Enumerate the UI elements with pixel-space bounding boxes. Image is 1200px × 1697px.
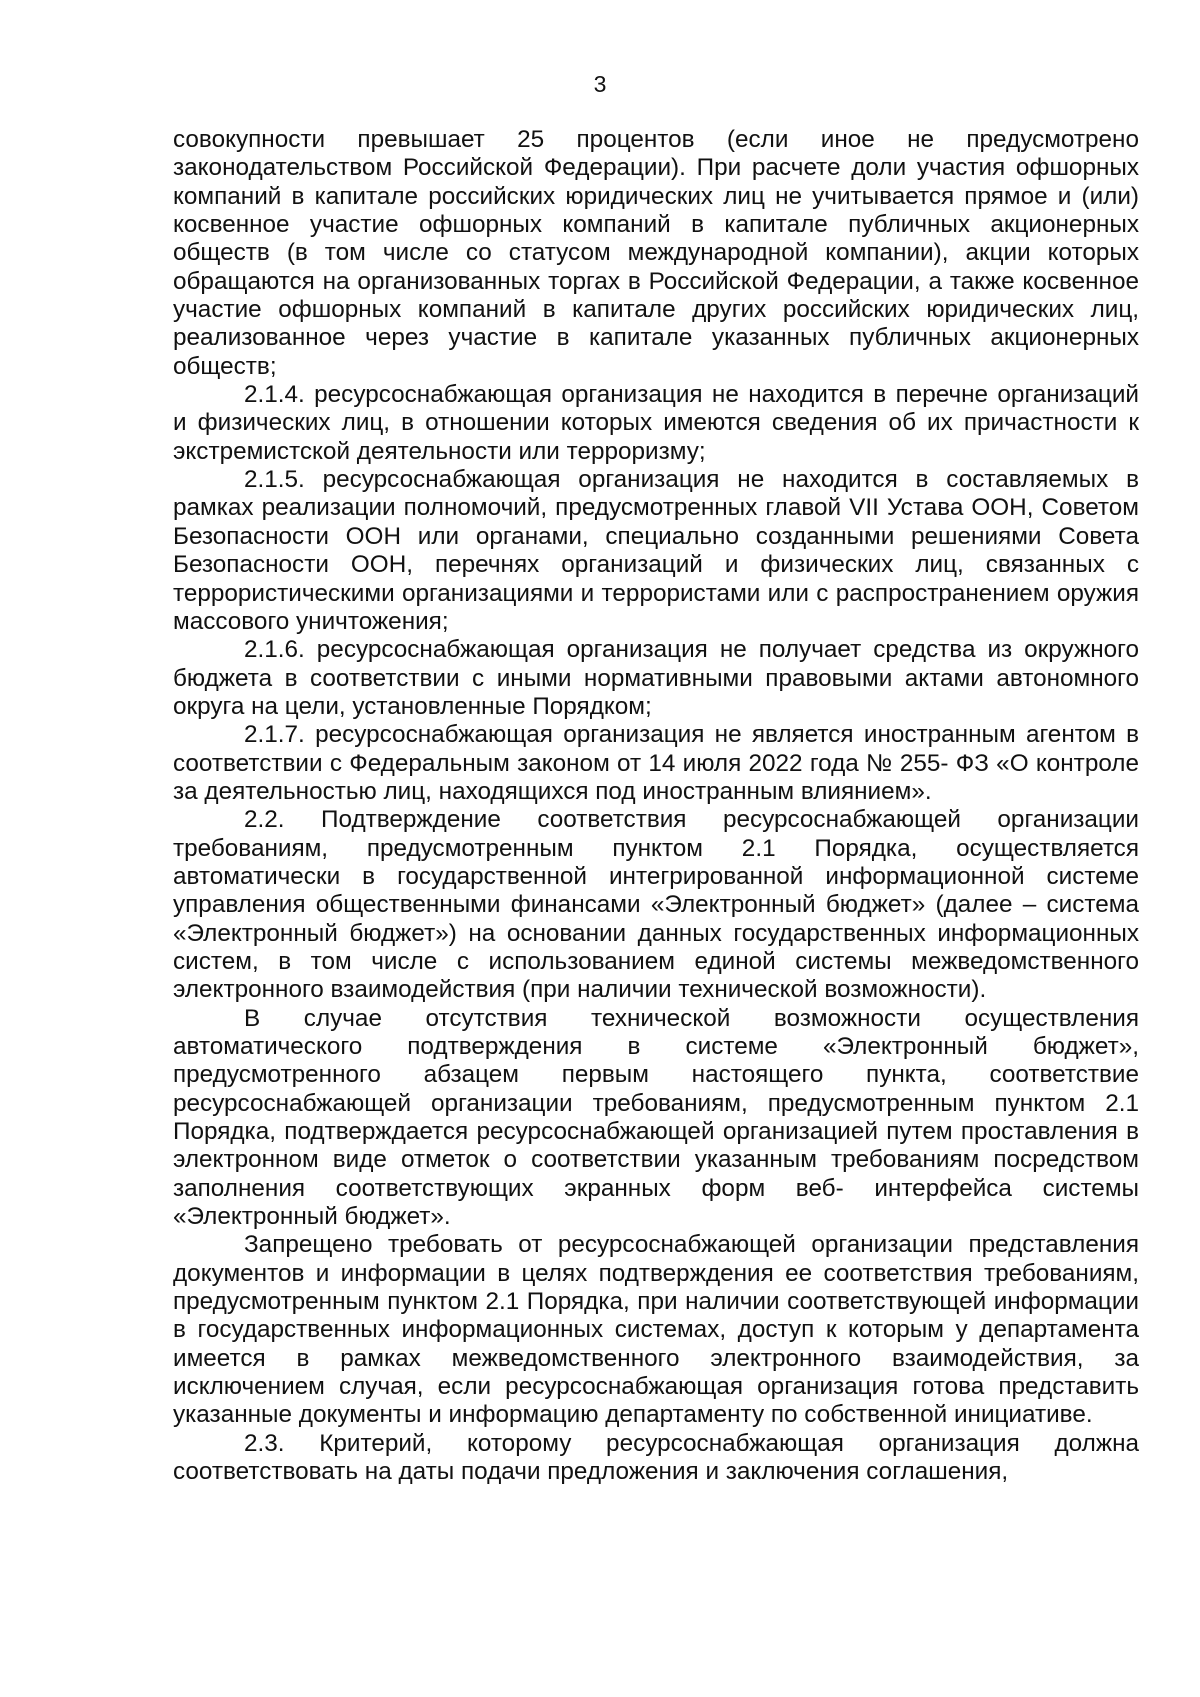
document-body (173, 126, 1139, 1487)
paragraph-2-1-6: 2.1.6. ресурсоснабжающая организация не получает средства из окружного бюджета в соответствии с иными нормативными правовыми актами автономного округа на цели, установленные Порядком; (173, 636, 1139, 720)
paragraph-2-3: 2.3. Критерий, которому ресурсоснабжающая организация должна соответствовать на даты подачи предложения и заключения соглашения, (173, 1429, 1139, 1486)
paragraph-2-1-7: 2.1.7. ресурсоснабжающая организация не является иностранным агентом в соответствии с Федеральным законом от 14 июля 2022 года № 255- ФЗ «О контроле за деятельностью лиц, находящихся под иностранным влиянием». (173, 721, 1139, 805)
paragraph-2-1-4: 2.1.4. ресурсоснабжающая организация не находится в перечне организаций и физических лиц, в отношении которых имеются сведения об их причастности к экстремистской деятельности или терроризму; (173, 381, 1139, 465)
paragraph-continuation-offshore: совокупности превышает 25 процентов (если иное не предусмотрено законодательством Российской Федерации). При расчете доли участия офшорных компаний в капитале российских юридических лиц не учитывается прямое и (или) косвенное участие офшорных компаний в капитале публичных акционерных обществ (в том числе со статусом международной компании), акции которых обращаются на организованных торгах в Российской Федерации, а также косвенное участие офшорных компаний в капитале других российских юридических лиц, реализованное через участие в капитале указанных публичных акционерных обществ; (173, 126, 1139, 380)
paragraph-2-1-5: 2.1.5. ресурсоснабжающая организация не находится в составляемых в рамках реализации полномочий, предусмотренных главой VII Устава ООН, Советом Безопасности ООН или органами, специально созданными решениями Совета Безопасности ООН, перечнях организаций и физических лиц, связанных с террористическими организациями и террористами или с распространением оружия массового уничтожения; (173, 466, 1139, 635)
page-number: 3 (593, 71, 607, 97)
paragraph-2-2: 2.2. Подтверждение соответствия ресурсоснабжающей организации требованиям, предусмотренным пунктом 2.1 Порядка, осуществляется автоматически в государственной интегрированной информационной системе управления общественными финансами «Электронный бюджет» (далее – система «Электронный бюджет») на основании данных государственных информационных систем, в том числе с использованием единой системы межведомственного электронного взаимодействия (при наличии технической возможности). (173, 806, 1139, 1004)
paragraph-2-2-manual-confirmation: В случае отсутствия технической возможности осуществления автоматического подтверждения в системе «Электронный бюджет», предусмотренного абзацем первым настоящего пункта, соответствие ресурсоснабжающей организации требованиям, предусмотренным пунктом 2.1 Порядка, подтверждается ресурсоснабжающей организацией путем проставления в электронном виде отметок о соответствии указанным требованиям посредством заполнения соответствующих экранных форм веб- интерфейса системы «Электронный бюджет». (173, 1004, 1139, 1231)
paragraph-2-2-prohibition: Запрещено требовать от ресурсоснабжающей организации представления документов и информации в целях подтверждения ее соответствия требованиям, предусмотренным пунктом 2.1 Порядка, при наличии соответствующей информации в государственных информационных системах, доступ к которым у департамента имеется в рамках межведомственного электронного взаимодействия, за исключением случая, если ресурсоснабжающая организация готова представить указанные документы и информацию департаменту по собственной инициативе. (173, 1231, 1139, 1429)
